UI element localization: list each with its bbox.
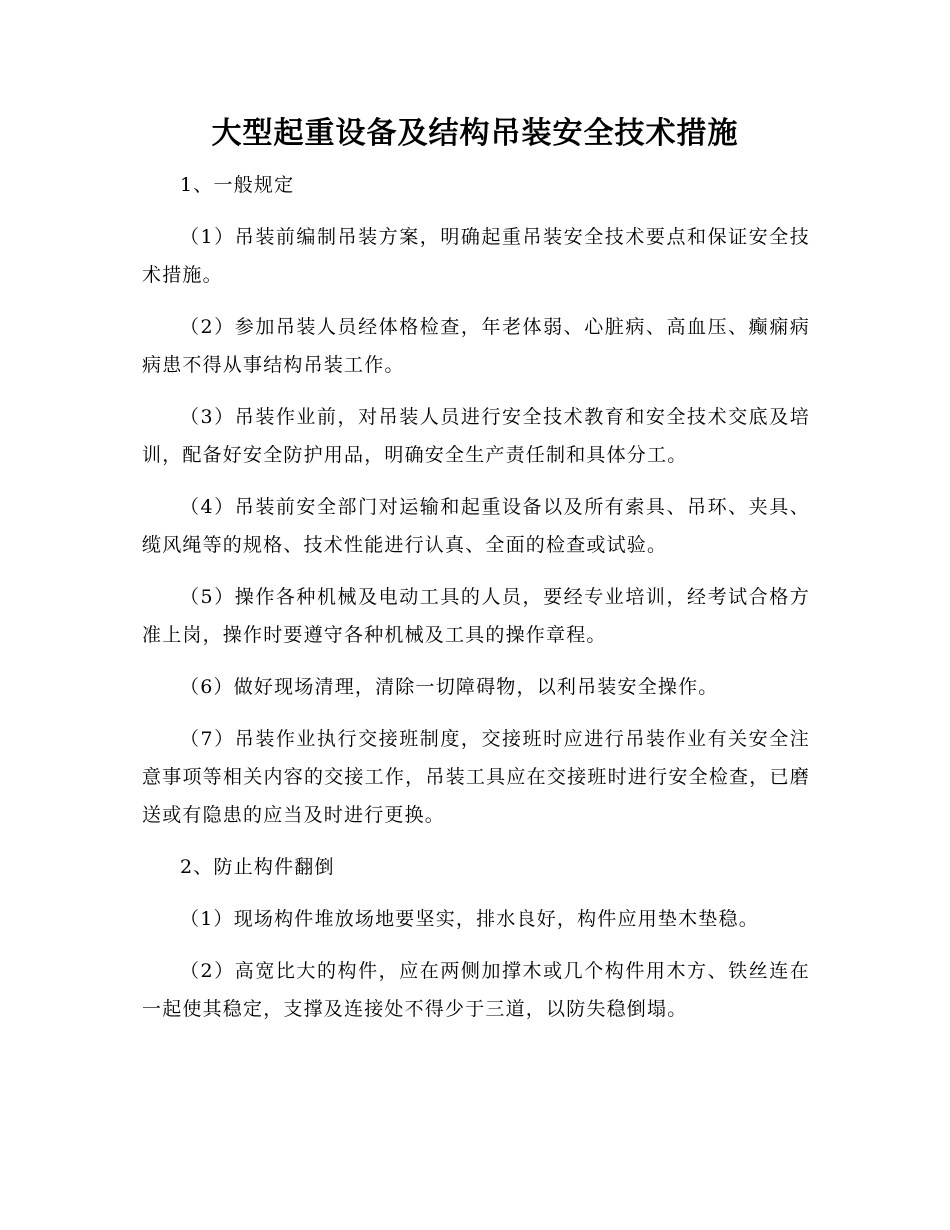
paragraph: （5）操作各种机械及电动工具的人员，要经专业培训，经考试合格方准上岗，操作时要遵守各种机械及工具的操作章程。 (142, 586, 810, 646)
paragraph: （3）吊装作业前，对吊装人员进行安全技术教育和安全技术交底及培训，配备好安全防护用品，明确安全生产责任制和具体分工。 (142, 406, 810, 466)
paragraph: （2）高宽比大的构件，应在两侧加撑木或几个构件用木方、铁丝连在一起使其稳定，支撑及连接处不得少于三道，以防失稳倒塌。 (142, 960, 810, 1020)
paragraph: （1）吊装前编制吊装方案，明确起重吊装安全技术要点和保证安全技术措施。 (142, 226, 810, 286)
section-heading-general-rules: 1、一般规定 (180, 174, 295, 196)
paragraph: （7）吊装作业执行交接班制度，交接班时应进行吊装作业有关安全注意事项等相关内容的交接工作，吊装工具应在交接班时进行安全检查，已磨送或有隐患的应当及时进行更换。 (142, 728, 810, 826)
paragraph: （2）参加吊装人员经体格检查，年老体弱、心脏病、高血压、癫痫病病患不得从事结构吊装工作。 (142, 316, 810, 376)
section-heading-prevent-overturn: 2、防止构件翻倒 (180, 856, 335, 878)
paragraph: （1）现场构件堆放场地要坚实，排水良好，构件应用垫木垫稳。 (180, 908, 759, 930)
document-body (142, 166, 810, 1028)
document-title: 大型起重设备及结构吊装安全技术措施 (211, 116, 739, 151)
paragraph: （6）做好现场清理，清除一切障碍物，以利吊装安全操作。 (180, 676, 719, 698)
paragraph: （4）吊装前安全部门对运输和起重设备以及所有索具、吊环、夹具、缆风绳等的规格、技术性能进行认真、全面的检查或试验。 (142, 496, 810, 556)
